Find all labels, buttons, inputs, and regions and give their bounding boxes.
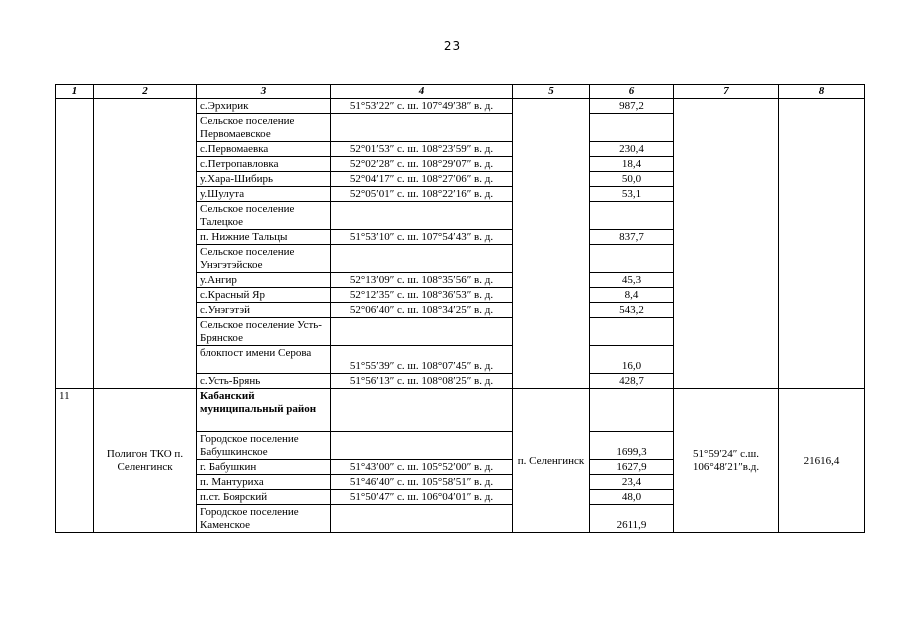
coordinates-cell: 51°53′10″ с. ш. 107°54′43″ в. д. [331,230,513,245]
group1-polygon-cell [94,99,197,389]
value-cell [590,318,674,346]
header-cell: 1 [56,85,94,99]
coordinates-cell [331,202,513,230]
table-body [56,85,865,533]
header-cell: 8 [779,85,865,99]
coordinates-cell: 52°13′09″ с. ш. 108°35′56″ в. д. [331,273,513,288]
coordinates-cell: 51°46′40″ с. ш. 105°58′51″ в. д. [331,475,513,490]
value-cell [590,389,674,432]
coordinates-cell: 51°53′22″ с. ш. 107°49′38″ в. д. [331,99,513,114]
row-number-cell: 11 [56,389,94,533]
settlement-name-cell: Сельское поселение Первомаевское [197,114,331,142]
value-cell: 18,4 [590,157,674,172]
value-cell: 8,4 [590,288,674,303]
value-cell [590,114,674,142]
settlement-name-cell: Сельское поселение Унэгэтэйское [197,245,331,273]
settlement-name-cell: Городское поселение Каменское [197,505,331,533]
header-cell: 7 [674,85,779,99]
settlement-name-cell: у.Шулута [197,187,331,202]
group1-total-cell [779,99,865,389]
polygon-coordinates-cell: 51°59′24″ с.ш. 106°48′21″в.д. [674,389,779,533]
header-cell: 4 [331,85,513,99]
coordinates-cell: 52°06′40″ с. ш. 108°34′25″ в. д. [331,303,513,318]
settlement-name-cell: Сельское поселение Усть-Брянское [197,318,331,346]
coordinates-cell: 51°55′39″ с. ш. 108°07′45″ в. д. [331,346,513,374]
header-cell: 3 [197,85,331,99]
settlement-name-cell: Городское поселение Бабушкинское [197,432,331,460]
value-cell: 53,1 [590,187,674,202]
coordinates-cell [331,114,513,142]
settlements-table [55,84,865,533]
table-row [56,389,865,432]
value-cell: 2611,9 [590,505,674,533]
coordinates-cell: 52°04′17″ с. ш. 108°27′06″ в. д. [331,172,513,187]
locality-cell: п. Селенгинск [513,389,590,533]
value-cell: 48,0 [590,490,674,505]
settlement-name-cell: с.Усть-Брянь [197,374,331,389]
settlement-name-cell: п. Мантуриха [197,475,331,490]
settlement-name-cell: с.Петропавловка [197,157,331,172]
page-number: 23 [443,39,462,53]
header-row [56,85,865,99]
header-cell: 2 [94,85,197,99]
value-cell: 230,4 [590,142,674,157]
value-cell: 428,7 [590,374,674,389]
settlement-name-cell: с.Первомаевка [197,142,331,157]
coordinates-cell [331,245,513,273]
coordinates-cell: 52°02′28″ с. ш. 108°29′07″ в. д. [331,157,513,172]
coordinates-cell [331,318,513,346]
value-cell: 837,7 [590,230,674,245]
settlement-name-cell: п. Нижние Тальцы [197,230,331,245]
settlement-name-cell: блокпост имени Серова [197,346,331,374]
settlement-name-cell: у.Хара-Шибирь [197,172,331,187]
group1-polygon-coords-cell [674,99,779,389]
value-cell [590,202,674,230]
header-cell: 6 [590,85,674,99]
value-cell: 23,4 [590,475,674,490]
value-cell [590,245,674,273]
value-cell: 16,0 [590,346,674,374]
coordinates-cell: 52°05′01″ с. ш. 108°22′16″ в. д. [331,187,513,202]
group1-locality-cell [513,99,590,389]
settlement-name-cell: Сельское поселение Талецкое [197,202,331,230]
coordinates-cell: 52°01′53″ с. ш. 108°23′59″ в. д. [331,142,513,157]
header-cell: 5 [513,85,590,99]
settlement-name-cell: с.Эрхирик [197,99,331,114]
settlement-name-cell: п.ст. Боярский [197,490,331,505]
value-cell: 987,2 [590,99,674,114]
coordinates-cell [331,432,513,460]
value-cell: 50,0 [590,172,674,187]
group1-number-cell [56,99,94,389]
value-cell: 543,2 [590,303,674,318]
settlement-name-cell: у.Ангир [197,273,331,288]
coordinates-cell: 52°12′35″ с. ш. 108°36′53″ в. д. [331,288,513,303]
coordinates-cell [331,505,513,533]
total-value-cell: 21616,4 [779,389,865,533]
settlement-name-cell: Кабанский муниципальный район [197,389,331,432]
polygon-name-cell: Полигон ТКО п. Селенгинск [94,389,197,533]
coordinates-cell [331,389,513,432]
settlement-name-cell: с.Унэгэтэй [197,303,331,318]
settlement-name-cell: с.Красный Яр [197,288,331,303]
coordinates-cell: 51°50′47″ с. ш. 106°04′01″ в. д. [331,490,513,505]
value-cell: 1627,9 [590,460,674,475]
table-row [56,99,865,114]
settlement-name-cell: г. Бабушкин [197,460,331,475]
value-cell: 1699,3 [590,432,674,460]
coordinates-cell: 51°56′13″ с. ш. 108°08′25″ в. д. [331,374,513,389]
coordinates-cell: 51°43′00″ с. ш. 105°52′00″ в. д. [331,460,513,475]
value-cell: 45,3 [590,273,674,288]
